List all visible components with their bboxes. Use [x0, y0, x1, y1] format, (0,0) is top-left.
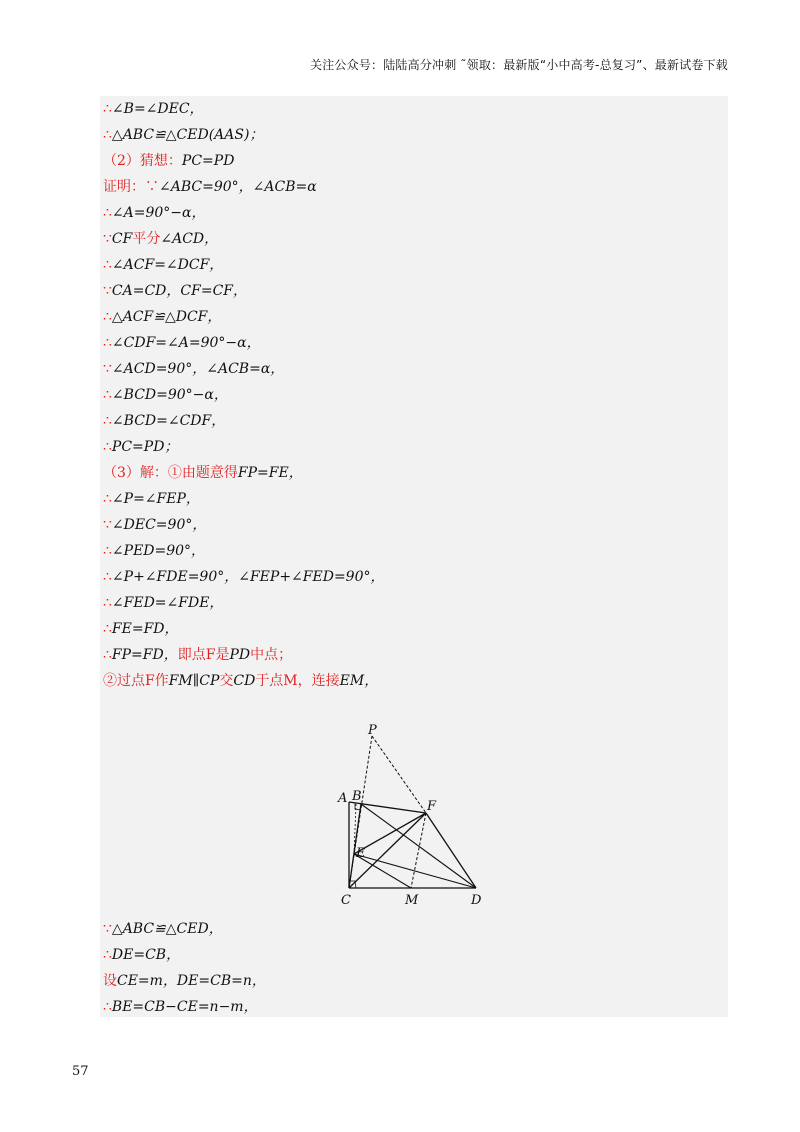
line-math: FE=FD，: [111, 621, 179, 637]
line-math: FM∥CP: [168, 673, 220, 689]
label-D: D: [471, 893, 482, 908]
solution-line: [103, 942, 723, 968]
line-math: ∠ABC=90°，∠ACB=α: [159, 179, 317, 195]
line-math: ∠CDF=∠A=90°−α，: [111, 335, 261, 351]
line-math: FP=FD，: [111, 647, 178, 663]
line-label: ∴: [103, 413, 112, 429]
line-FD: [426, 813, 476, 888]
solution-lines-bottom: [103, 916, 723, 1020]
line-math: ∠FED=∠FDE，: [111, 595, 224, 611]
solution-line: [103, 668, 723, 694]
solution-line: [103, 512, 723, 538]
label-P: P: [368, 723, 377, 738]
line-math: ∠P=∠FEP，: [111, 491, 200, 507]
line-label: 证明：∵: [103, 179, 159, 195]
line-math: ∠BCD=∠CDF，: [111, 413, 226, 429]
line-label: ∴: [103, 595, 112, 611]
line-label: ∵: [103, 231, 112, 247]
solution-lines-top: [103, 96, 723, 694]
solution-line: [103, 330, 723, 356]
line-label: ∴: [103, 621, 112, 637]
line-label: 交: [219, 673, 234, 689]
line-math: EM，: [339, 673, 379, 689]
line-label: 设: [103, 973, 117, 989]
label-C: C: [341, 893, 351, 908]
line-label: ∴: [103, 309, 112, 325]
label-B: B: [352, 789, 362, 804]
solution-line: [103, 278, 723, 304]
solution-line: [103, 226, 723, 252]
line-label: ∴: [103, 999, 112, 1015]
line-math: PC=PD；: [111, 439, 179, 455]
label-F: F: [427, 799, 437, 814]
geometry-figure: [330, 716, 500, 912]
line-math: ∠ACF=∠DCF，: [111, 257, 224, 273]
line-label: ∵: [103, 361, 112, 377]
line-math: CE=m，DE=CB=n，: [117, 973, 266, 989]
solution-line: [103, 382, 723, 408]
line-label: ∴: [103, 947, 112, 963]
line-label: ∴: [103, 257, 112, 273]
line-label: ∴: [103, 335, 112, 351]
label-A: A: [338, 791, 348, 806]
solution-line: [103, 460, 723, 486]
line-label: ∴: [103, 387, 112, 403]
solution-line: [103, 916, 723, 942]
solution-line: [103, 122, 723, 148]
geometry-svg: [330, 716, 500, 912]
solution-line: [103, 304, 723, 330]
solution-line: [103, 590, 723, 616]
line-label: ∵: [103, 283, 112, 299]
line-math: DE=CB，: [111, 947, 181, 963]
line-label: ∵: [103, 921, 112, 937]
solution-line: [103, 538, 723, 564]
line-math: CF: [111, 231, 133, 247]
line-math: FP=FE，: [237, 465, 303, 481]
solution-line: [103, 356, 723, 382]
line-math: CD: [233, 673, 256, 689]
line-math: ∠DEC=90°，: [111, 517, 207, 533]
solution-line: [103, 252, 723, 278]
line-math: ∠P+∠FDE=90°，∠FEP+∠FED=90°，: [111, 569, 385, 585]
label-E: E: [356, 846, 366, 861]
line-label: 中点；: [250, 647, 293, 663]
line-ED: [354, 854, 476, 888]
solution-line: [103, 408, 723, 434]
line-label: ∴: [103, 647, 112, 663]
line-math: BE=CB−CE=n−m，: [111, 999, 258, 1015]
line-label: ②过点F作: [103, 673, 169, 689]
line-label: ∵: [103, 517, 112, 533]
line-label: （3）解：①由题意得: [103, 465, 238, 481]
line-label: ∴: [103, 127, 112, 143]
line-math: △ACF≌△DCF，: [111, 309, 222, 325]
solution-line: [103, 564, 723, 590]
line-label: （2）猜想：: [103, 153, 182, 169]
solution-line: [103, 174, 723, 200]
line-math: ∠PED=90°，: [111, 543, 206, 559]
line-math: ∠ACD，: [160, 231, 219, 247]
line-math: ∠ACD=90°，∠ACB=α，: [111, 361, 285, 377]
solution-line: [103, 642, 723, 668]
solution-line: [103, 486, 723, 512]
solution-line: [103, 616, 723, 642]
solution-line: [103, 148, 723, 174]
line-math: PD: [229, 647, 251, 663]
line-label: ∴: [103, 543, 112, 559]
solution-line: [103, 434, 723, 460]
line-math: ∠A=90°−α，: [111, 205, 206, 221]
line-math: CA=CD，CF=CF，: [111, 283, 247, 299]
line-PF: [372, 736, 426, 813]
line-label: ∴: [103, 491, 112, 507]
line-math: ∠BCD=90°−α，: [111, 387, 228, 403]
line-math: △ABC≌△CED，: [111, 921, 223, 937]
line-label: ∴: [103, 205, 112, 221]
page-header: 关注公众号：陆陆高分冲刺 ˜领取：最新版“小中高考-总复习”、最新试卷下载: [310, 58, 728, 72]
line-label: 平分: [132, 231, 161, 247]
label-M: M: [405, 893, 419, 908]
line-math: ∠B=∠DEC，: [111, 101, 204, 117]
line-label: ∴: [103, 569, 112, 585]
line-label: 于点M，连接: [255, 673, 340, 689]
solution-line: [103, 968, 723, 994]
line-math: PC=PD: [181, 153, 235, 169]
page-number: 57: [72, 1064, 89, 1079]
solution-line: [103, 994, 723, 1020]
solution-line: [103, 96, 723, 122]
line-label: 即点F是: [177, 647, 230, 663]
solution-line: [103, 200, 723, 226]
line-math: △ABC≌△CED(AAS)；: [111, 127, 264, 143]
line-PC: [349, 736, 372, 888]
line-label: ∴: [103, 101, 112, 117]
line-label: ∴: [103, 439, 112, 455]
